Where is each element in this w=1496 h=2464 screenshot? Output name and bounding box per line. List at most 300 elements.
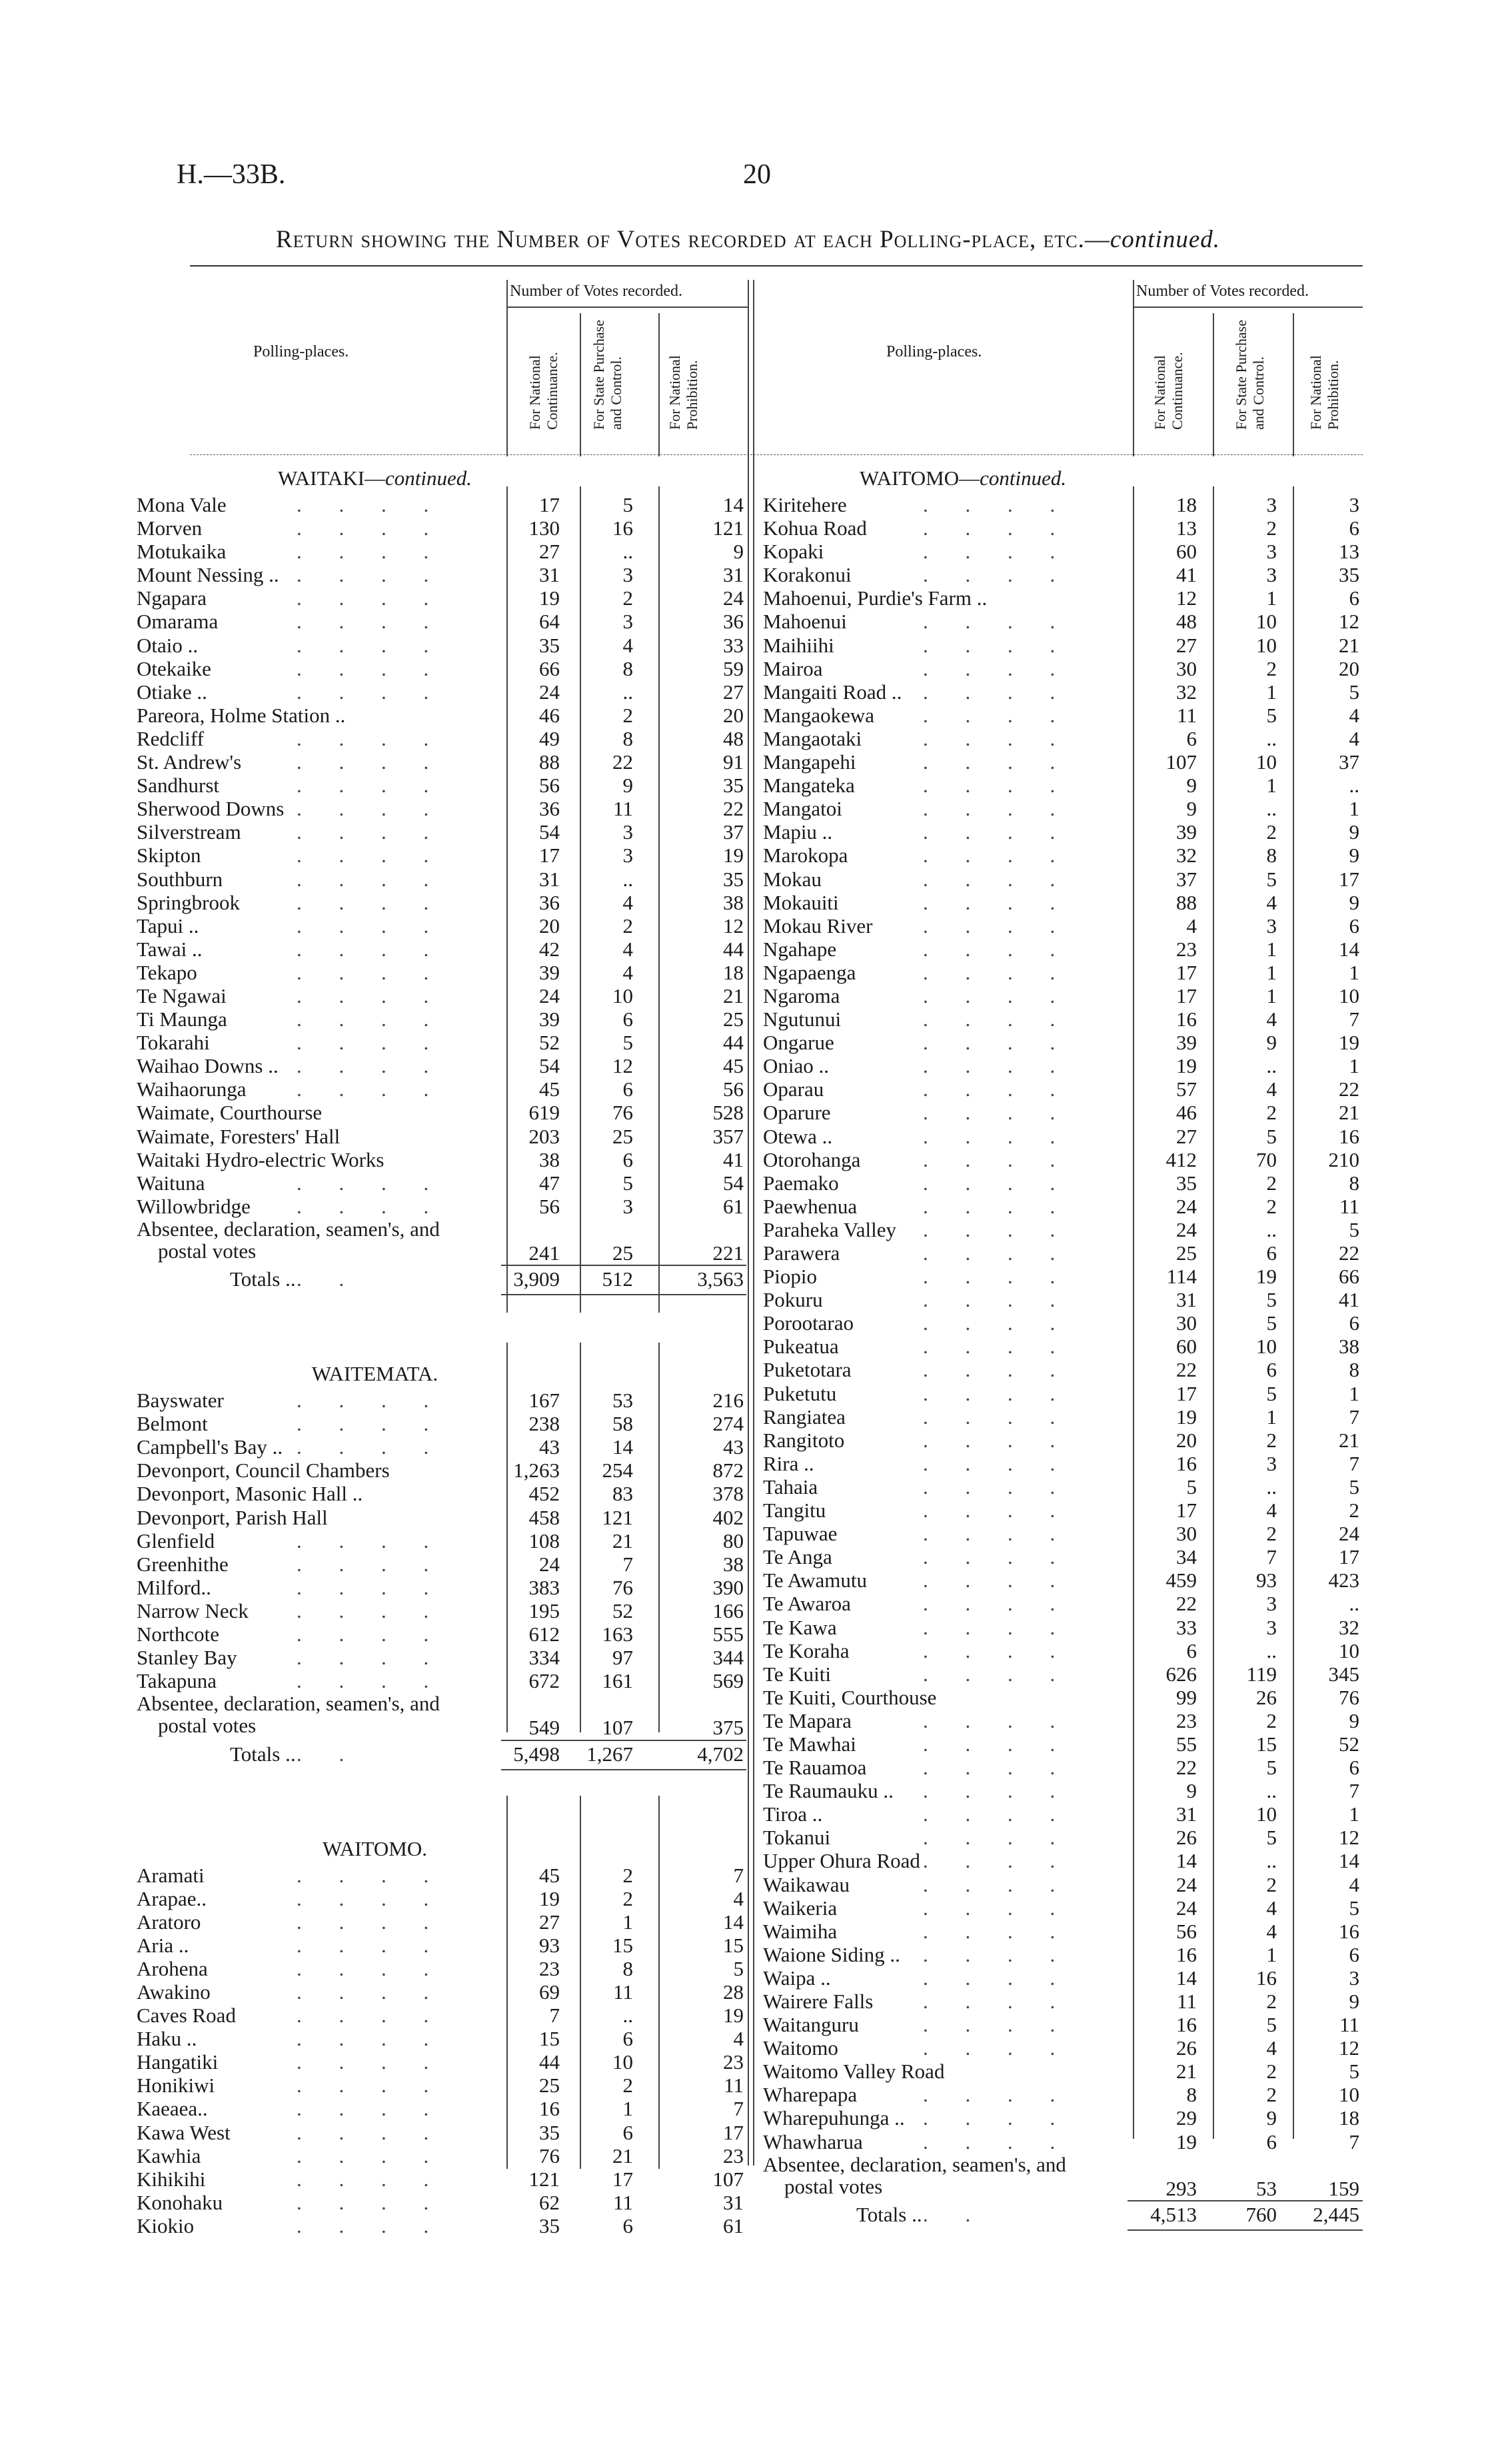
vote-count: 52 [539, 1031, 560, 1055]
polling-place: Waituna [137, 1171, 205, 1195]
vote-count: 130 [528, 516, 560, 540]
table-row [763, 891, 1363, 914]
polling-place: Mangateka [763, 774, 855, 798]
polling-place: Tawai .. [137, 937, 203, 961]
vote-count: 27 [723, 680, 744, 704]
table-row [763, 914, 1363, 937]
leader-dots: . . . . [297, 656, 445, 680]
vote-count: 61 [723, 1194, 744, 1218]
vote-count: 11 [1177, 703, 1197, 727]
polling-place: Mangapehi [763, 750, 856, 774]
vote-count: 4 [1349, 726, 1359, 750]
table-row [137, 1389, 746, 1412]
section-name: WAITEMATA. [311, 1362, 438, 1386]
leader-dots: . . . . [923, 1966, 1072, 1990]
leader-dots: . . . . [923, 1288, 1072, 1312]
table-row [763, 1405, 1363, 1429]
vote-count: 2 [622, 2074, 633, 2098]
vote-count: 5 [622, 1031, 633, 1055]
leader-dots: . . . . [923, 1942, 1072, 1966]
totals-box [501, 1740, 746, 1770]
vote-count: 56 [723, 1077, 744, 1101]
vote-count: 35 [1176, 1171, 1197, 1195]
table-row [137, 727, 746, 750]
vote-count: 53 [612, 1389, 633, 1413]
absentee-label: Absentee, declaration, seamen's, and [763, 2152, 1066, 2176]
leader-dots: . . . . [297, 983, 445, 1007]
table-row [763, 1382, 1363, 1405]
table-row [763, 774, 1363, 797]
vote-count: 2 [622, 586, 633, 610]
table-row [137, 1980, 746, 2004]
vote-count: 4 [622, 960, 633, 984]
polling-place: Northcote [137, 1622, 219, 1646]
table-row [137, 1031, 746, 1054]
vote-count: 121 [528, 2167, 560, 2191]
vote-count: 1 [1266, 937, 1277, 961]
absentee-row [137, 1218, 746, 1265]
leader-dots: . . . . [923, 2083, 1072, 2107]
total-value: 3,909 [513, 1267, 560, 1291]
leader-dots: . . . . [297, 1031, 445, 1055]
vote-count: 35 [1339, 563, 1359, 587]
vote-count: 22 [1339, 1241, 1359, 1265]
vote-count: .. [1266, 1217, 1277, 1241]
table-row [763, 1148, 1363, 1171]
polling-place: Kopaki [763, 540, 824, 564]
vote-count: 36 [539, 890, 560, 914]
leader-dots: . . . . [923, 1545, 1072, 1569]
leader-dots: . . . . [297, 1622, 445, 1646]
leader-dots: . . . . [923, 1194, 1072, 1218]
polling-place: Haku .. [137, 2027, 197, 2051]
leader-dots: . . . . [923, 1708, 1072, 1732]
vote-count: 1 [1349, 960, 1359, 984]
section-gap [137, 1769, 746, 1816]
vote-count: 48 [723, 726, 744, 750]
vote-count: 2 [1266, 820, 1277, 844]
vote-count: 33 [723, 633, 744, 657]
vote-count: 6 [1349, 1311, 1359, 1335]
polling-place: Kaeaea.. [137, 2097, 208, 2121]
polling-place: Mangaotaki [763, 726, 862, 750]
vote-count: 17 [1176, 960, 1197, 984]
table-row [137, 657, 746, 680]
vote-count: 54 [539, 820, 560, 844]
vote-count: 35 [539, 2120, 560, 2144]
vote-count: 6 [1266, 1241, 1277, 1265]
vote-count: 5 [1349, 2060, 1359, 2084]
leader-dots: . . . . [923, 774, 1072, 798]
vote-count: 107 [712, 2167, 744, 2191]
vote-count: 10 [612, 2050, 633, 2074]
table-row [763, 1031, 1363, 1054]
leader-dots: . . . . [923, 1592, 1072, 1616]
vote-count: 93 [539, 1933, 560, 1957]
section-name: WAITOMO—continued. [859, 466, 1067, 490]
vote-count: 38 [723, 1552, 744, 1576]
vote-count: 274 [712, 1412, 744, 1436]
leader-dots: . . [297, 1267, 361, 1291]
table-row [763, 1616, 1363, 1639]
absentee-row [137, 1692, 746, 1739]
polling-place: Waitomo Valley Road [763, 2060, 945, 2084]
vote-count: 24 [539, 680, 560, 704]
vote-count: 1 [1266, 680, 1277, 704]
vote-count: 11 [1339, 1194, 1359, 1218]
vote-count: 57 [1176, 1077, 1197, 1101]
polling-place: Skipton [137, 844, 201, 868]
polling-place: Hangatiki [137, 2050, 219, 2074]
vote-count: 19 [723, 2004, 744, 2028]
vote-count: 5 [733, 1956, 744, 1980]
leader-dots: . . . . [923, 633, 1072, 657]
vote-count: 93 [1256, 1568, 1277, 1592]
polling-place: Waihaorunga [137, 1077, 247, 1101]
vote-count: 11 [724, 2074, 744, 2098]
vote-count: 52 [1339, 1732, 1359, 1756]
vote-count: 3 [622, 610, 633, 634]
section-name: WAITOMO. [323, 1836, 427, 1860]
polling-place: Ngapaenga [763, 960, 856, 984]
vote-count: 6 [1186, 726, 1197, 750]
section-heading [137, 1816, 746, 1864]
table-row [763, 657, 1363, 680]
polling-place: Parawera [763, 1241, 840, 1265]
leader-dots: . . . . [923, 914, 1072, 937]
leader-dots: . . . . [297, 1171, 445, 1195]
leader-dots: . . . . [297, 1529, 445, 1552]
title-lead: Return showing the Number of Votes recorded at each Polling-place, etc.— [275, 226, 1110, 253]
table-row [763, 961, 1363, 984]
polling-place: Mokau River [763, 914, 873, 937]
vote-count: 46 [539, 703, 560, 727]
vote-count: 58 [612, 1412, 633, 1436]
col-rule [580, 313, 581, 456]
polling-place: Te Awamutu [763, 1568, 867, 1592]
polling-place: Mapiu .. [763, 820, 833, 844]
polling-place: Wharepapa [763, 2083, 858, 2107]
vote-count: 549 [528, 1716, 560, 1740]
totals-row [763, 2200, 1363, 2229]
vote-count: 55 [1176, 1732, 1197, 1756]
leader-dots: . . . . [923, 1381, 1072, 1405]
table-row [137, 516, 746, 540]
table-row [763, 2083, 1363, 2106]
leader-dots: . . . . [923, 937, 1072, 961]
polling-place: Te Anga [763, 1545, 832, 1569]
vote-count: 46 [1176, 1101, 1197, 1125]
leader-dots: . . . . [923, 890, 1072, 914]
absentee-label-cont: postal votes [158, 1239, 257, 1263]
leader-dots: . . . . [923, 2013, 1072, 2037]
polling-place: Kiritehere [763, 493, 847, 516]
table-row [137, 1148, 746, 1171]
vote-count: 555 [712, 1622, 744, 1646]
table-row [763, 2060, 1363, 2083]
vote-count: 1,263 [513, 1459, 560, 1483]
table-row [137, 1669, 746, 1692]
polling-place: Porootarao [763, 1311, 854, 1335]
leader-dots: . . . . [923, 1779, 1072, 1803]
vote-count: 25 [1176, 1241, 1197, 1265]
vote-count: 39 [1176, 820, 1197, 844]
vote-count: 35 [539, 633, 560, 657]
vote-count: 16 [1176, 1007, 1197, 1031]
vote-count: 19 [1176, 2130, 1197, 2154]
vote-count: 19 [723, 844, 744, 868]
vote-count: 35 [539, 2213, 560, 2237]
table-row [137, 844, 746, 867]
votes-group-header-left: Number of Votes recorded. [510, 283, 683, 300]
vote-count: 10 [1256, 633, 1277, 657]
vote-count: 3 [622, 1194, 633, 1218]
leader-dots: . . . . [297, 1886, 445, 1910]
vote-count: 31 [539, 563, 560, 587]
polling-place: Ngaroma [763, 983, 840, 1007]
leader-dots: . . . . [297, 563, 445, 587]
leader-dots: . . . . [297, 820, 445, 844]
leader-dots: . . . . [297, 516, 445, 540]
vote-count: 5 [1266, 1381, 1277, 1405]
vote-count: 15 [539, 2027, 560, 2051]
table-row [137, 704, 746, 727]
polling-place: Springbrook [137, 890, 240, 914]
polling-place: Otiake .. [137, 680, 207, 704]
polling-place: Honikiwi [137, 2074, 215, 2098]
vote-count: 412 [1165, 1147, 1197, 1171]
vote-count: 5 [1266, 867, 1277, 891]
vote-count: 44 [723, 1031, 744, 1055]
vote-count: 8 [1266, 844, 1277, 868]
vote-count: 37 [1339, 750, 1359, 774]
vote-count: 10 [1256, 750, 1277, 774]
vote-count: .. [1266, 1054, 1277, 1078]
polling-place: Te Kuiti, Courthouse [763, 1685, 937, 1709]
polling-place: Waitanguru [763, 2013, 859, 2037]
vote-count: 6 [622, 2213, 633, 2237]
vote-count: 9 [1349, 1708, 1359, 1732]
vote-count: 60 [1176, 1335, 1197, 1359]
vote-count: 1 [622, 2097, 633, 2121]
vote-count: 7 [1266, 1545, 1277, 1569]
table-row [137, 2214, 746, 2237]
vote-count: 5 [1349, 680, 1359, 704]
absentee-label-cont: postal votes [784, 2174, 883, 2198]
vote-count: 23 [1176, 1708, 1197, 1732]
table-row [763, 610, 1363, 633]
leader-dots: . . . . [923, 1615, 1072, 1639]
polling-place: Ngutunui [763, 1007, 842, 1031]
vote-count: 7 [1349, 1405, 1359, 1429]
table-row [763, 1288, 1363, 1311]
vote-count: .. [622, 540, 633, 564]
polling-place: Te Koraha [763, 1638, 850, 1662]
table-row [763, 1007, 1363, 1031]
leader-dots: . . . . [923, 1358, 1072, 1382]
polling-place: Waipa .. [763, 1966, 831, 1990]
leader-dots: . . . . [923, 2036, 1072, 2060]
vote-count: 16 [1256, 1966, 1277, 1990]
vote-count: 221 [712, 1241, 744, 1265]
table-row [137, 2144, 746, 2167]
table-row [763, 1241, 1363, 1265]
polling-place: Kawa West [137, 2120, 231, 2144]
polling-place: Waitaki Hydro-electric Works [137, 1147, 384, 1171]
vote-count: 80 [723, 1529, 744, 1552]
table-row [763, 2036, 1363, 2060]
vote-count: 27 [539, 1910, 560, 1934]
vote-count: 458 [528, 1505, 560, 1529]
vote-count: 4 [1186, 914, 1197, 937]
leader-dots: . . . . [923, 1826, 1072, 1850]
vote-count: 66 [1339, 1265, 1359, 1289]
vote-count: 7 [733, 2097, 744, 2121]
vote-count: 22 [1339, 1077, 1359, 1101]
vote-count: 99 [1176, 1685, 1197, 1709]
vote-count: .. [1266, 1849, 1277, 1873]
leader-dots: . . . . [297, 774, 445, 798]
vote-count: 166 [712, 1598, 744, 1622]
total-value: 4,513 [1150, 2202, 1197, 2226]
vote-count: 23 [723, 2144, 744, 2167]
vote-count: 6 [1266, 2130, 1277, 2154]
leader-dots: . . . . [923, 1756, 1072, 1780]
table-row [763, 1125, 1363, 1148]
vote-count: 24 [539, 1552, 560, 1576]
leader-dots: . . . . [297, 1552, 445, 1576]
table-row [763, 1990, 1363, 2013]
vote-count: 4 [1266, 1919, 1277, 1943]
vote-count: 452 [528, 1482, 560, 1506]
table-row [763, 1311, 1363, 1335]
vote-count: 528 [712, 1101, 744, 1125]
vote-count: 23 [723, 2050, 744, 2074]
vote-count: 8 [1349, 1171, 1359, 1195]
vote-count: 22 [1176, 1756, 1197, 1780]
vote-count: 7 [1349, 1007, 1359, 1031]
leader-dots: . . . . [923, 1919, 1072, 1943]
vote-count: 14 [612, 1435, 633, 1459]
vote-count: 21 [723, 983, 744, 1007]
total-value: 3,563 [697, 1267, 744, 1291]
vote-count: 7 [622, 1552, 633, 1576]
vote-count: 17 [539, 493, 560, 516]
polling-place: Pukeatua [763, 1335, 839, 1359]
vote-count: 10 [1256, 610, 1277, 634]
polling-place: Paraheka Valley [763, 1217, 896, 1241]
vote-count: 49 [539, 726, 560, 750]
vote-count: 11 [1339, 2013, 1359, 2037]
leader-dots: . . . . [297, 2027, 445, 2051]
vote-count: 30 [1176, 1522, 1197, 1546]
table-row [763, 2106, 1363, 2130]
leader-dots: . . . . [923, 867, 1072, 891]
vote-count: 383 [528, 1575, 560, 1599]
leader-dots: . . . . [923, 2106, 1072, 2130]
vote-count: 4 [1266, 1077, 1277, 1101]
vote-count: 16 [612, 516, 633, 540]
polling-place: Maihiihi [763, 633, 834, 657]
vote-count: .. [622, 2004, 633, 2028]
vote-count: 14 [1176, 1849, 1197, 1873]
totals-label: Totals .. [230, 1742, 296, 1766]
vote-count: 10 [1339, 2083, 1359, 2107]
vote-count: 11 [613, 1980, 633, 2004]
vote-count: 69 [539, 1980, 560, 2004]
leader-dots: . . . . [923, 1990, 1072, 2013]
vote-count: 121 [712, 516, 744, 540]
leader-dots: . . . . [923, 726, 1072, 750]
polling-place: St. Andrew's [137, 750, 242, 774]
vote-count: 20 [539, 914, 560, 937]
vote-count: 390 [712, 1575, 744, 1599]
vote-count: 20 [1176, 1428, 1197, 1452]
polling-place: Sherwood Downs [137, 797, 285, 821]
vote-count: 61 [723, 2213, 744, 2237]
polling-place: Milford.. [137, 1575, 211, 1599]
vote-count: 107 [1165, 750, 1197, 774]
table-row [137, 750, 746, 774]
vote-count: 16 [1176, 2013, 1197, 2037]
polling-place: Waihao Downs .. [137, 1054, 279, 1078]
leader-dots: . . . . [297, 1646, 445, 1670]
vote-count: .. [622, 680, 633, 704]
vote-count: 66 [539, 656, 560, 680]
table-row [763, 540, 1363, 563]
table-row [137, 1077, 746, 1101]
vote-count: 9 [733, 540, 744, 564]
polling-place: Kiokio [137, 2213, 195, 2237]
leader-dots: . . . . [297, 914, 445, 937]
vote-count: 12 [1339, 2036, 1359, 2060]
absentee-label-cont: postal votes [158, 1714, 257, 1738]
vote-count: 8 [622, 656, 633, 680]
vote-count: 21 [1176, 2060, 1197, 2084]
vote-count: 22 [723, 797, 744, 821]
vote-count: 54 [539, 1054, 560, 1078]
polling-place: Southburn [137, 867, 223, 891]
vote-count: 24 [539, 983, 560, 1007]
vote-count: 14 [1176, 1966, 1197, 1990]
vote-count: 25 [612, 1124, 633, 1148]
leader-dots: . . . . [923, 1802, 1072, 1826]
vote-count: 32 [1176, 844, 1197, 868]
totals-box [501, 1265, 746, 1295]
polling-place: Waikeria [763, 1896, 838, 1920]
vote-count: 17 [1339, 1545, 1359, 1569]
vote-count: 44 [539, 2050, 560, 2074]
table-row [763, 1732, 1363, 1756]
polling-place: Konohaku [137, 2190, 223, 2214]
vote-count: 37 [723, 820, 744, 844]
vote-count: 4 [1266, 890, 1277, 914]
table-row [137, 493, 746, 516]
vote-count: 2 [1266, 1990, 1277, 2013]
vote-count: 1 [1349, 1054, 1359, 1078]
vote-count: 26 [1176, 2036, 1197, 2060]
table-row [137, 937, 746, 961]
vote-count: 344 [712, 1646, 744, 1670]
table-row [137, 1459, 746, 1482]
vote-count: 24 [1339, 1522, 1359, 1546]
vote-count: 33 [1176, 1615, 1197, 1639]
table-row [763, 1101, 1363, 1124]
vote-count: 24 [723, 586, 744, 610]
total-value: 512 [602, 1267, 633, 1291]
leader-dots: . . . . [297, 586, 445, 610]
polling-place: Glenfield [137, 1529, 215, 1552]
